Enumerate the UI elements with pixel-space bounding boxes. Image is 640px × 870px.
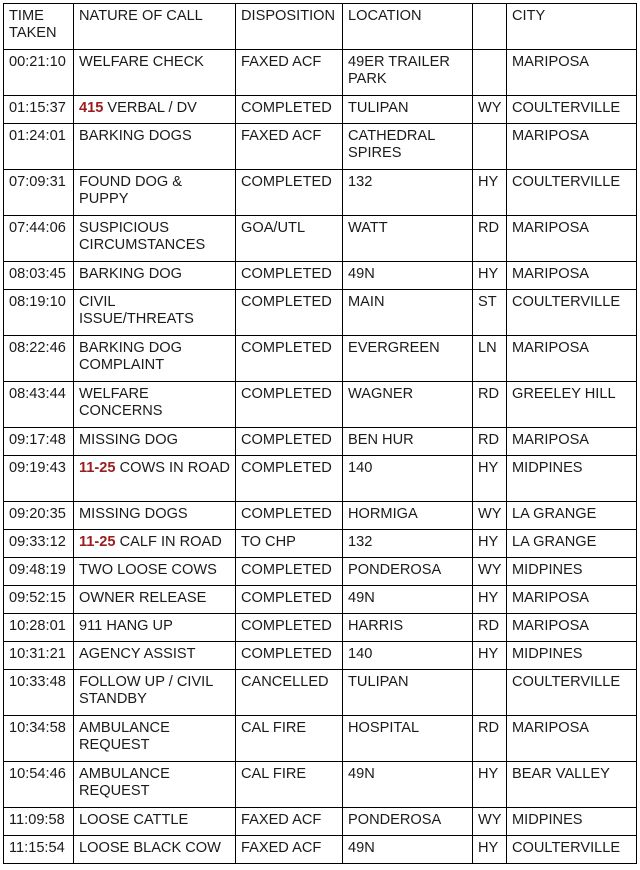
cell-nature-of-call bbox=[74, 558, 236, 586]
cell-disposition: COMPLETED bbox=[236, 428, 343, 456]
cell-street-suffix: HY bbox=[473, 642, 507, 670]
call-nature-text: 911 HANG UP bbox=[79, 618, 173, 634]
cell-location: 49N bbox=[343, 262, 473, 290]
cell-city: LA GRANGE bbox=[507, 530, 637, 558]
cell-time-taken: 10:28:01 bbox=[4, 614, 74, 642]
cell-nature-of-call bbox=[74, 124, 236, 170]
cell-city: MARIPOSA bbox=[507, 124, 637, 170]
cell-time-taken: 01:15:37 bbox=[4, 96, 74, 124]
header-disposition: DISPOSITION bbox=[236, 4, 343, 50]
call-nature-text: TWO LOOSE COWS bbox=[79, 562, 217, 578]
cell-street-suffix: HY bbox=[473, 456, 507, 502]
cell-disposition: CAL FIRE bbox=[236, 716, 343, 762]
cell-nature-of-call bbox=[74, 336, 236, 382]
cell-disposition: COMPLETED bbox=[236, 336, 343, 382]
cell-nature-of-call bbox=[74, 50, 236, 96]
call-code: 415 bbox=[79, 100, 104, 116]
cell-street-suffix: HY bbox=[473, 586, 507, 614]
call-row bbox=[4, 762, 637, 808]
cell-location: TULIPAN bbox=[343, 670, 473, 716]
cell-city: MIDPINES bbox=[507, 456, 637, 502]
cell-disposition: COMPLETED bbox=[236, 456, 343, 502]
cell-nature-of-call bbox=[74, 586, 236, 614]
cell-time-taken: 08:19:10 bbox=[4, 290, 74, 336]
cell-street-suffix: HY bbox=[473, 836, 507, 864]
cell-nature-of-call bbox=[74, 428, 236, 456]
cell-time-taken: 10:54:46 bbox=[4, 762, 74, 808]
cell-nature-of-call bbox=[74, 290, 236, 336]
cell-time-taken: 07:44:06 bbox=[4, 216, 74, 262]
cell-city: MARIPOSA bbox=[507, 262, 637, 290]
header-nature-of-call: NATURE OF CALL bbox=[74, 4, 236, 50]
cell-street-suffix: ST bbox=[473, 290, 507, 336]
cell-time-taken: 10:34:58 bbox=[4, 716, 74, 762]
cell-location: WATT bbox=[343, 216, 473, 262]
call-row bbox=[4, 502, 637, 530]
header-street-suffix bbox=[473, 4, 507, 50]
header-time-taken: TIME TAKEN bbox=[4, 4, 74, 50]
call-row bbox=[4, 558, 637, 586]
cell-street-suffix bbox=[473, 124, 507, 170]
cell-street-suffix: RD bbox=[473, 428, 507, 456]
cell-street-suffix: HY bbox=[473, 762, 507, 808]
header-city: CITY bbox=[507, 4, 637, 50]
cell-location: BEN HUR bbox=[343, 428, 473, 456]
cell-city: COULTERVILLE bbox=[507, 836, 637, 864]
call-row bbox=[4, 336, 637, 382]
cell-nature-of-call bbox=[74, 716, 236, 762]
call-nature-text: MISSING DOG bbox=[79, 432, 178, 448]
call-row bbox=[4, 428, 637, 456]
cell-location: 49N bbox=[343, 586, 473, 614]
cell-location: HOSPITAL bbox=[343, 716, 473, 762]
call-nature-text: CALF IN ROAD bbox=[119, 534, 222, 550]
call-row bbox=[4, 808, 637, 836]
cell-nature-of-call bbox=[74, 670, 236, 716]
call-nature-text: BARKING DOGS bbox=[79, 128, 192, 144]
cell-street-suffix: LN bbox=[473, 336, 507, 382]
cell-nature-of-call bbox=[74, 96, 236, 124]
cell-location: 140 bbox=[343, 456, 473, 502]
cell-city: GREELEY HILL bbox=[507, 382, 637, 428]
cell-location: 132 bbox=[343, 170, 473, 216]
cell-disposition: FAXED ACF bbox=[236, 808, 343, 836]
call-row bbox=[4, 586, 637, 614]
cell-location: 132 bbox=[343, 530, 473, 558]
cell-time-taken: 09:52:15 bbox=[4, 586, 74, 614]
cell-disposition: COMPLETED bbox=[236, 290, 343, 336]
call-row bbox=[4, 290, 637, 336]
call-code: 11-25 bbox=[79, 460, 116, 476]
cell-time-taken: 10:31:21 bbox=[4, 642, 74, 670]
cell-location: 49N bbox=[343, 762, 473, 808]
cell-nature-of-call bbox=[74, 216, 236, 262]
cell-location: 49N bbox=[343, 836, 473, 864]
call-row bbox=[4, 670, 637, 716]
cell-location: CATHEDRAL SPIRES bbox=[343, 124, 473, 170]
cell-nature-of-call bbox=[74, 502, 236, 530]
call-row bbox=[4, 124, 637, 170]
call-nature-text: AMBULANCE REQUEST bbox=[79, 720, 170, 753]
cell-street-suffix: RD bbox=[473, 614, 507, 642]
cell-disposition: COMPLETED bbox=[236, 586, 343, 614]
cell-street-suffix: HY bbox=[473, 262, 507, 290]
cell-time-taken: 08:22:46 bbox=[4, 336, 74, 382]
cell-city: LA GRANGE bbox=[507, 502, 637, 530]
cell-city: COULTERVILLE bbox=[507, 170, 637, 216]
call-log-table bbox=[3, 3, 637, 864]
call-nature-text: FOUND DOG & PUPPY bbox=[79, 174, 182, 207]
call-nature-text: AGENCY ASSIST bbox=[79, 646, 196, 662]
cell-time-taken: 09:33:12 bbox=[4, 530, 74, 558]
cell-city: MIDPINES bbox=[507, 642, 637, 670]
call-nature-text: FOLLOW UP / CIVIL STANDBY bbox=[79, 674, 213, 707]
call-row bbox=[4, 170, 637, 216]
cell-disposition: COMPLETED bbox=[236, 262, 343, 290]
call-nature-text: OWNER RELEASE bbox=[79, 590, 207, 606]
cell-nature-of-call bbox=[74, 762, 236, 808]
cell-location: 140 bbox=[343, 642, 473, 670]
cell-disposition: FAXED ACF bbox=[236, 124, 343, 170]
header-row bbox=[4, 4, 637, 50]
cell-disposition: COMPLETED bbox=[236, 614, 343, 642]
cell-location: MAIN bbox=[343, 290, 473, 336]
cell-time-taken: 09:20:35 bbox=[4, 502, 74, 530]
cell-nature-of-call bbox=[74, 456, 236, 502]
call-log-body bbox=[4, 50, 637, 864]
cell-disposition: COMPLETED bbox=[236, 96, 343, 124]
cell-location: WAGNER bbox=[343, 382, 473, 428]
cell-location: HARRIS bbox=[343, 614, 473, 642]
cell-location: TULIPAN bbox=[343, 96, 473, 124]
header-location: LOCATION bbox=[343, 4, 473, 50]
call-row bbox=[4, 530, 637, 558]
cell-time-taken: 10:33:48 bbox=[4, 670, 74, 716]
call-row bbox=[4, 216, 637, 262]
cell-street-suffix: WY bbox=[473, 558, 507, 586]
call-row bbox=[4, 642, 637, 670]
cell-city: MARIPOSA bbox=[507, 216, 637, 262]
cell-time-taken: 00:21:10 bbox=[4, 50, 74, 96]
cell-time-taken: 09:48:19 bbox=[4, 558, 74, 586]
cell-disposition: FAXED ACF bbox=[236, 50, 343, 96]
call-code: 11-25 bbox=[79, 534, 116, 550]
cell-city: MIDPINES bbox=[507, 558, 637, 586]
cell-time-taken: 08:03:45 bbox=[4, 262, 74, 290]
cell-city: MARIPOSA bbox=[507, 50, 637, 96]
call-nature-text: LOOSE CATTLE bbox=[79, 812, 189, 828]
cell-street-suffix bbox=[473, 50, 507, 96]
cell-street-suffix: WY bbox=[473, 808, 507, 836]
cell-disposition: COMPLETED bbox=[236, 382, 343, 428]
cell-location: PONDEROSA bbox=[343, 808, 473, 836]
cell-nature-of-call bbox=[74, 262, 236, 290]
cell-city: COULTERVILLE bbox=[507, 96, 637, 124]
cell-time-taken: 08:43:44 bbox=[4, 382, 74, 428]
cell-disposition: CANCELLED bbox=[236, 670, 343, 716]
cell-nature-of-call bbox=[74, 808, 236, 836]
cell-nature-of-call bbox=[74, 642, 236, 670]
cell-disposition: TO CHP bbox=[236, 530, 343, 558]
cell-disposition: COMPLETED bbox=[236, 642, 343, 670]
cell-location: PONDEROSA bbox=[343, 558, 473, 586]
call-row bbox=[4, 614, 637, 642]
call-nature-text: WELFARE CHECK bbox=[79, 54, 204, 70]
cell-time-taken: 09:19:43 bbox=[4, 456, 74, 502]
cell-nature-of-call bbox=[74, 836, 236, 864]
call-row bbox=[4, 96, 637, 124]
cell-time-taken: 11:09:58 bbox=[4, 808, 74, 836]
cell-street-suffix: HY bbox=[473, 170, 507, 216]
cell-street-suffix: RD bbox=[473, 216, 507, 262]
cell-street-suffix: WY bbox=[473, 502, 507, 530]
call-row bbox=[4, 50, 637, 96]
cell-city: MARIPOSA bbox=[507, 586, 637, 614]
cell-city: MARIPOSA bbox=[507, 614, 637, 642]
cell-city: BEAR VALLEY bbox=[507, 762, 637, 808]
call-row bbox=[4, 456, 637, 502]
call-nature-text: LOOSE BLACK COW bbox=[79, 840, 221, 856]
cell-street-suffix: HY bbox=[473, 530, 507, 558]
cell-street-suffix: RD bbox=[473, 382, 507, 428]
cell-location: 49ER TRAILER PARK bbox=[343, 50, 473, 96]
cell-city: MIDPINES bbox=[507, 808, 637, 836]
cell-time-taken: 07:09:31 bbox=[4, 170, 74, 216]
cell-disposition: COMPLETED bbox=[236, 170, 343, 216]
cell-city: COULTERVILLE bbox=[507, 290, 637, 336]
cell-disposition: CAL FIRE bbox=[236, 762, 343, 808]
cell-disposition: COMPLETED bbox=[236, 558, 343, 586]
cell-disposition: GOA/UTL bbox=[236, 216, 343, 262]
call-nature-text: VERBAL / DV bbox=[107, 100, 197, 116]
cell-location: HORMIGA bbox=[343, 502, 473, 530]
cell-nature-of-call bbox=[74, 382, 236, 428]
call-nature-text: BARKING DOG bbox=[79, 266, 182, 282]
call-row bbox=[4, 382, 637, 428]
cell-time-taken: 11:15:54 bbox=[4, 836, 74, 864]
call-nature-text: WELFARE CONCERNS bbox=[79, 386, 163, 419]
call-nature-text: CIVIL ISSUE/THREATS bbox=[79, 294, 194, 327]
cell-time-taken: 09:17:48 bbox=[4, 428, 74, 456]
cell-city: MARIPOSA bbox=[507, 716, 637, 762]
call-nature-text: MISSING DOGS bbox=[79, 506, 188, 522]
cell-nature-of-call bbox=[74, 170, 236, 216]
call-nature-text: SUSPICIOUS CIRCUMSTANCES bbox=[79, 220, 206, 253]
cell-street-suffix: RD bbox=[473, 716, 507, 762]
call-nature-text: AMBULANCE REQUEST bbox=[79, 766, 170, 799]
call-nature-text: BARKING DOG COMPLAINT bbox=[79, 340, 182, 373]
cell-street-suffix: WY bbox=[473, 96, 507, 124]
cell-street-suffix bbox=[473, 670, 507, 716]
cell-disposition: COMPLETED bbox=[236, 502, 343, 530]
call-nature-text: COWS IN ROAD bbox=[119, 460, 230, 476]
cell-location: EVERGREEN bbox=[343, 336, 473, 382]
call-row bbox=[4, 836, 637, 864]
cell-nature-of-call bbox=[74, 614, 236, 642]
cell-city: MARIPOSA bbox=[507, 336, 637, 382]
cell-disposition: FAXED ACF bbox=[236, 836, 343, 864]
cell-time-taken: 01:24:01 bbox=[4, 124, 74, 170]
call-row bbox=[4, 716, 637, 762]
cell-city: COULTERVILLE bbox=[507, 670, 637, 716]
call-row bbox=[4, 262, 637, 290]
cell-city: MARIPOSA bbox=[507, 428, 637, 456]
cell-nature-of-call bbox=[74, 530, 236, 558]
